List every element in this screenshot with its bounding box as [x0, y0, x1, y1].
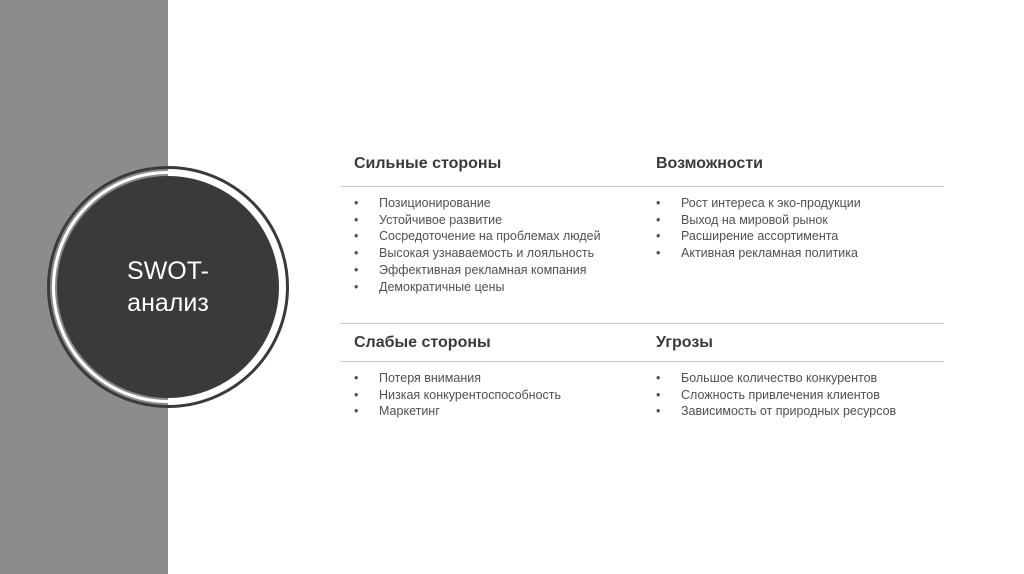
- list-item: • Рост интереса к эко-продукции: [656, 195, 861, 212]
- list-item: • Эффективная рекламная компания: [354, 262, 601, 279]
- list-item: • Высокая узнаваемость и лояльность: [354, 245, 601, 262]
- list-item: • Зависимость от природных ресурсов: [656, 403, 896, 420]
- list-item: • Маркетинг: [354, 403, 561, 420]
- list-item: • Активная рекламная политика: [656, 245, 861, 262]
- list-item: • Большое количество конкурентов: [656, 370, 896, 387]
- opportunities-list: [656, 195, 861, 262]
- list-item: • Устойчивое развитие: [354, 212, 601, 229]
- strengths-list: [354, 195, 601, 295]
- list-item: • Сложность привлечения клиентов: [656, 387, 896, 404]
- middle-rule-upper: [340, 323, 944, 324]
- swot-title-line2: анализ: [127, 289, 209, 317]
- strengths-title: Сильные стороны: [354, 155, 502, 172]
- swot-circle: [57, 176, 279, 398]
- list-item: • Расширение ассортимента: [656, 228, 861, 245]
- weaknesses-list: [354, 370, 561, 420]
- list-item: • Выход на мировой рынок: [656, 212, 861, 229]
- list-item: • Сосредоточение на проблемах людей: [354, 228, 601, 245]
- threats-list: [656, 370, 896, 420]
- top-rule: [340, 186, 944, 187]
- swot-title-line1: SWOT-: [127, 257, 209, 285]
- list-item: • Позиционирование: [354, 195, 601, 212]
- list-item: • Низкая конкурентоспособность: [354, 387, 561, 404]
- list-item: • Потеря внимания: [354, 370, 561, 387]
- weaknesses-title: Слабые стороны: [354, 334, 491, 351]
- middle-rule-lower: [340, 361, 944, 362]
- swot-title: [108, 255, 228, 319]
- list-item: • Демократичные цены: [354, 279, 601, 296]
- threats-title: Угрозы: [656, 334, 713, 351]
- opportunities-title: Возможности: [656, 155, 763, 172]
